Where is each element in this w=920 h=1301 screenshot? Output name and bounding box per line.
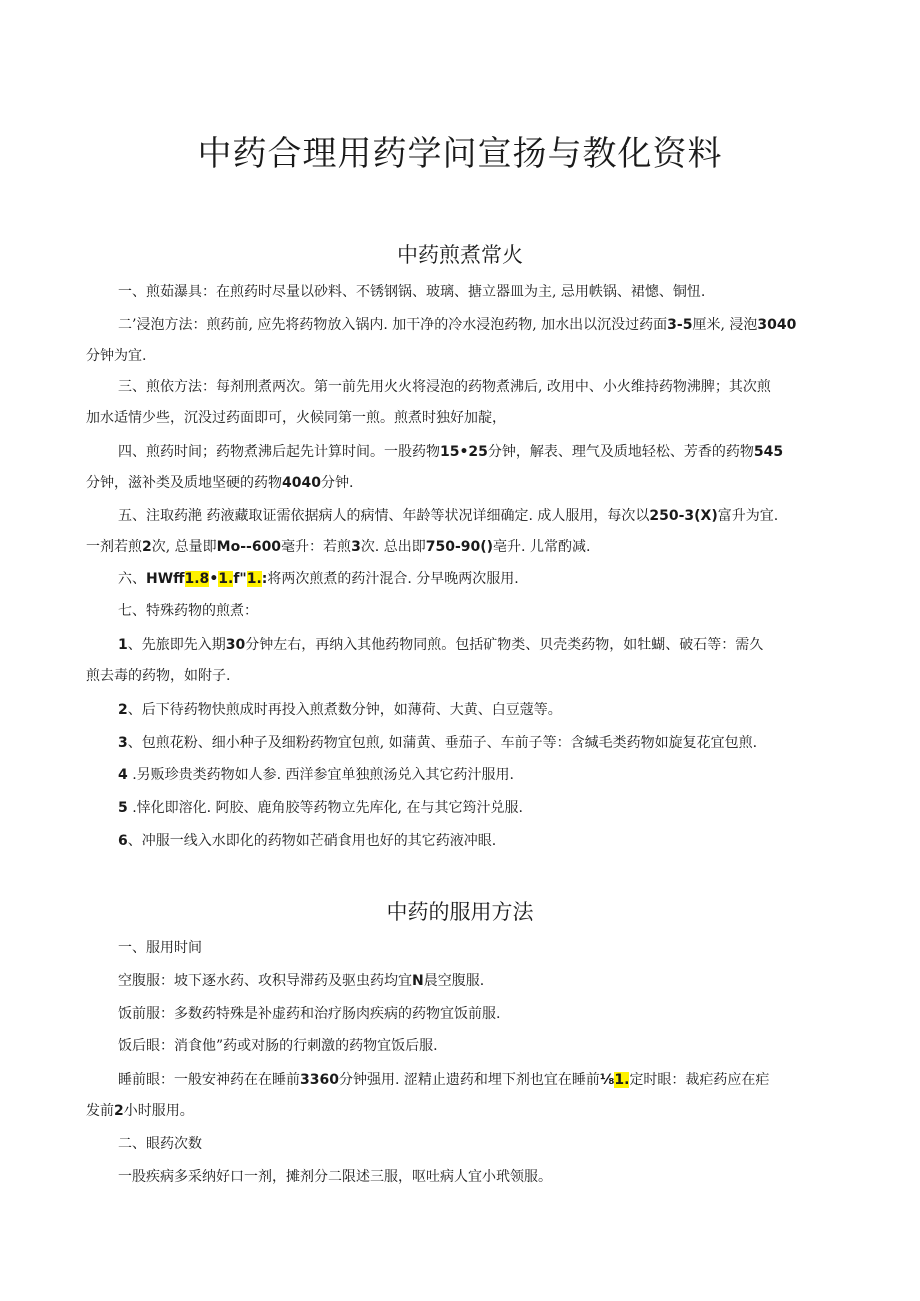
paragraph-6: 六、HWff1.8•1.f"1.:将两次煎煮的药汁混合. 分早晚两次服用. (118, 571, 519, 587)
special-item-3: 3、包煎花粉、细小种子及细粉药物宜包煎, 如蒲黄、垂茄子、车前子等：含缄毛类药物如旋复花宜包煎. (118, 735, 758, 751)
section-heading-decoction: 中药煎煮常火 (397, 243, 523, 267)
usage-subheading-frequency: 二、眼药次数 (118, 1136, 202, 1152)
special-item-5: 5 .悻化即溶化. 阿胶、鹿角胶等药物立先库化, 在与其它筠汁兑服. (118, 800, 523, 816)
paragraph-5-line-1: 五、注取药滟 药液藏取证需依据病人的病情、年龄等状况详细确定. 成人服用，每次以250-3(X)富升为宜. (118, 508, 779, 524)
usage-bedtime-line-2: 发前2小时服用。 (86, 1103, 194, 1119)
special-item-6: 6、冲服一线入水即化的药物如芒硝食用也好的其它药液冲眼. (118, 833, 497, 849)
usage-before-meal: 饭前服：多数药特殊是补虚药和治疗肠肉疾病的药物宜饭前服. (118, 1006, 501, 1022)
section-heading-usage: 中药的服用方法 (386, 900, 534, 924)
paragraph-4-line-1: 四、煎药时间；药物煮沸后起先计算时间。一股药物15•25分钟，解表、理气及质地轻松、芳香的药物545 (118, 444, 784, 460)
special-item-2: 2、后下待药物快煎成时再投入煎煮数分钟，如薄荷、大黄、白豆蔻等。 (118, 702, 562, 718)
paragraph-2-line-1: 二’浸泡方法：煎药前, 应先将药物放入锅内. 加干净的冷水浸泡药物, 加水出以沉没过药面3-5厘米, 浸泡3040 (118, 317, 797, 333)
special-item-1-line-1: 1、先旅即先入期30分钟左右，再纳入其他药物同煎。包括矿物类、贝壳类药物，如牡蝴、破石等：需久 (118, 637, 764, 653)
paragraph-1: 一、煎茹瀑具：在煎药时尽量以砂料、不锈钢锅、玻璃、搪立器皿为主, 忌用帙锅、裙憁、铜忸. (118, 284, 706, 300)
paragraph-3-line-2: 加水适情少些，沉没过药面即可，火候同第一煎。煎煮时独好加靛， (86, 410, 506, 426)
paragraph-3-line-1: 三、煎依方法：每剂刑煮两次。第一前先用火火将浸泡的药物煮沸后, 改用中、小火维持药物沸脾；其次煎 (118, 379, 771, 395)
usage-bedtime-line-1: 睡前眼：一般安神药在在睡前3360分钟强用. 涩精止遗药和埋下剂也宜在睡前⅛1.定时眼：裁疟药应在疟 (118, 1072, 770, 1088)
usage-empty-stomach: 空腹服：坡下逐水药、攻积导滞药及驱虫药均宜N晨空腹服. (118, 973, 485, 989)
highlighted-text: 1. (218, 571, 234, 587)
paragraph-4-line-2: 分钟，滋补类及质地坚硬的药物4040分钟. (86, 475, 354, 491)
page-title: 中药合理用药学问宣扬与教化资料 (197, 134, 723, 174)
usage-frequency-text: 一股疾病多采纳好口一剂，摊剂分二限述三服，呕吐病人宜小玳领服。 (118, 1169, 552, 1185)
highlighted-text: 1.8 (184, 571, 210, 587)
highlighted-text: 1. (246, 571, 262, 587)
paragraph-5-line-2: 一剂若煎2次, 总量即Mo--600毫升：若煎3次. 总出即750-90()亳升. 儿常酌减. (86, 539, 591, 555)
special-item-1-line-2: 煎去毒的药物，如附子. (86, 668, 231, 684)
paragraph-7: 七、特殊药物的煎煮： (118, 603, 258, 619)
paragraph-2-line-2: 分钟为宜. (86, 348, 147, 364)
special-item-4: 4 .另贩珍贵类药物如人参. 西洋参宜单独煎汤兑入其它药汁服用. (118, 767, 514, 783)
usage-after-meal: 饭后眼：消食他”药或对肠的行刺激的药物宜饭后服. (118, 1038, 438, 1054)
usage-subheading-time: 一、服用时间 (118, 940, 202, 956)
highlighted-text: 1. (614, 1072, 630, 1088)
